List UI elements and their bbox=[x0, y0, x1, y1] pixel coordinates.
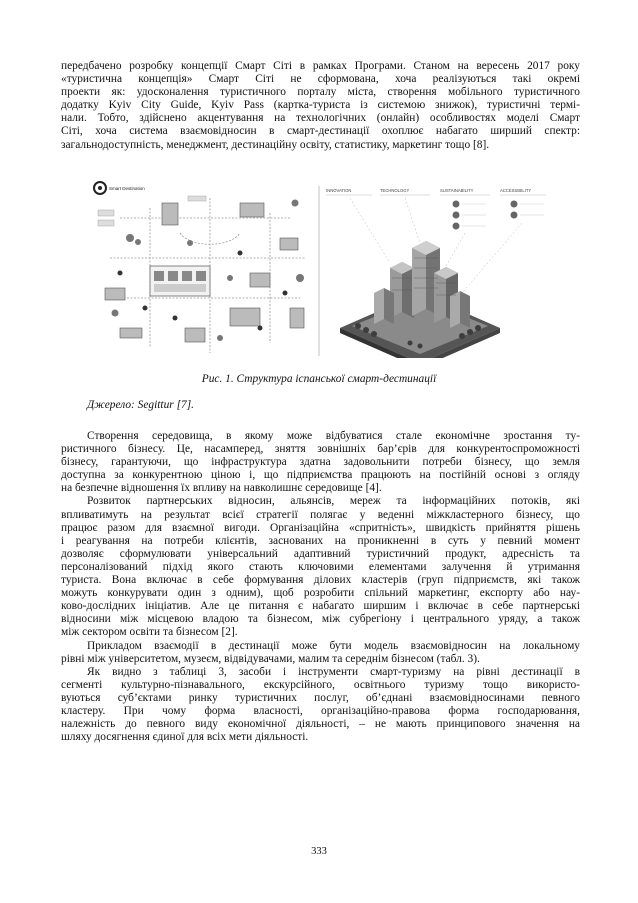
text-line: Створення середовища, в якому може відбуватися стале економічне зростання ту- bbox=[87, 430, 580, 442]
text-line: ково-дослідних ініціатив. Але це питання є набагато ширшим і включає в себе партнерські bbox=[61, 600, 580, 613]
text-line: відносини між місцевою владою та бізнесом, між субрегіону і центрального уряду, а також bbox=[61, 613, 580, 626]
text-line: впливатимуть на результат всієї стратегії полягає у веденні міжкластерного бізнесу, що bbox=[61, 508, 580, 521]
page-number: 333 bbox=[311, 846, 327, 857]
figure-column-label: TECHNOLOGY bbox=[380, 188, 410, 193]
text-line: туриста. Вона включає в себе формування ділових кластерів (груп підприємств, які також bbox=[61, 574, 580, 587]
text-line: Сіті, хоча система взаємовідносин в смарт-дестинації охоплює набагато ширший спектр: bbox=[61, 125, 580, 138]
figure-columns bbox=[326, 188, 531, 193]
text-line: проекти як: удосконалення туристичного порталу міста, створення мобільного туристичного bbox=[61, 86, 580, 99]
text-line: загальнодоступність, менеджмент, дестинаційну освіту, статистику, маркетинг тощо [8]. bbox=[61, 138, 490, 151]
text-line: Прикладом взаємодії в дестинації може бути модель взаємовідносин на локальному bbox=[87, 639, 580, 652]
text-line: кластеру. При чому форма власності, організаційно-правова форма господарювання, bbox=[61, 704, 580, 717]
text-line: Як видно з таблиці 3, засоби і інструменти смарт-туризму на рівні дестинації в bbox=[87, 665, 580, 678]
text-line: передбачено розробку концепції Смарт Сіті в рамках Програми. Станом на вересень 2017 року bbox=[61, 60, 580, 72]
figure-logo: Smart Destination bbox=[109, 186, 145, 191]
isometric-city-illustration bbox=[340, 198, 522, 358]
text-line: працює разом для взаємної вигоди. Організаційна «спритність», швидкість прийняття рішень bbox=[61, 521, 580, 534]
text-line: дозволяє сформулювати універсальний адаптивний туристичний продукт, адресність та bbox=[61, 547, 580, 560]
text-line: рівні між університетом, музеєм, відвідувачами, малим та середнім бізнесом (табл. 3). bbox=[61, 652, 480, 665]
text-line: і реагування на потреби клієнтів, заснованих на проникненні в суть у певний момент bbox=[61, 534, 580, 547]
text-line: бізнесу, гарантуючи, що інфраструктура здатна задовольнити потреби бізнесу, що земля bbox=[61, 456, 580, 469]
figure-caption: Рис. 1. Структура іспанської смарт-дестинації bbox=[201, 373, 437, 385]
text-line: можуть конкурувати один з одним), щоб розробити спільний маркетинг, експорту або нау- bbox=[61, 587, 580, 600]
body-text bbox=[61, 430, 580, 744]
text-line: на безпечне відношення їх впливу на навколишнє середовище [4]. bbox=[61, 482, 382, 495]
text-line: між сектором освіти та бізнесом [2]. bbox=[61, 626, 238, 639]
text-line: «туристична концепція» Смарт Сіті не сформована, хоча реалізуються такі окремі bbox=[61, 73, 580, 86]
figure-column-label: SUSTAINABILITY bbox=[440, 188, 474, 193]
text-line: ристичного бізнесу. Це, насамперед, зняття зовнішніх бар’єрів для конкурентоспроможності bbox=[61, 443, 580, 456]
figure-column-label: ACCESSIBILITY bbox=[500, 188, 532, 193]
intro-paragraph bbox=[61, 60, 580, 152]
text-line: вуються суб’єктами ринку туристичних послуг, об’єднані взаємовідносинами певного bbox=[61, 691, 580, 704]
figure-column-label: INNOVATION bbox=[326, 188, 352, 193]
text-line: персоналізований підхід якого стають ключовими елементами залучення й утримання bbox=[61, 560, 580, 573]
text-line: доступна за конкурентною ціною і, що підприємства працюють на постійній основі з огляду bbox=[61, 469, 580, 482]
figure-source: Джерело: Segittur [7]. bbox=[87, 399, 194, 411]
text-line: сегменті культурно-пізнавального, екскурсійного, освітнього туризму тощо використо- bbox=[61, 678, 580, 691]
text-line: шляху досягнення єдиної для всіх мети діяльності. bbox=[61, 731, 309, 744]
city-map-illustration bbox=[90, 178, 318, 358]
text-line: належність до певного виду економічної діяльності, – не мають принципового значення на bbox=[61, 718, 580, 731]
text-line: додатку Kyiv City Guide, Kyiv Pass (картка-туриста із системою знижок), туристичні термі- bbox=[61, 99, 580, 112]
text-line: нали. Тобто, здійснено акцентування на технологічних (онлайн) особливостях моделі Смарт bbox=[61, 112, 580, 125]
text-line: Розвиток партнерських відносин, альянсів, мереж та інформаційних потоків, які bbox=[87, 495, 580, 508]
figure-smart-destination bbox=[90, 178, 548, 358]
